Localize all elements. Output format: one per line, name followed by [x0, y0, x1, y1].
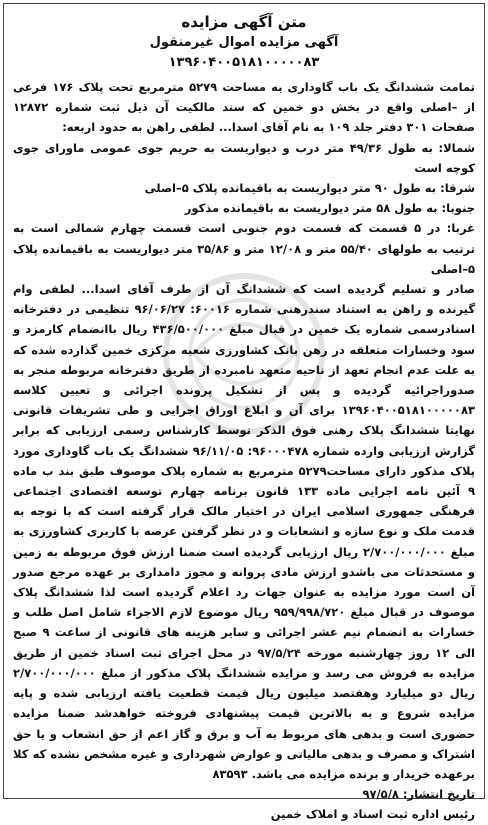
paragraph-property-description: تمامت ششدانگ یک باب گاوداری به مساحت ۵۲۷۹ مترمربع تحت پلاک ۱۷۶ فرعی از –اصلی واقع در بخش دو خمین که سند مالکیت آن ذیل ثبت شماره ۱۲۸۷۲ صفحات ۳۰۱ دفتر جلد ۱۰۹ به نام آقای اسدا... لطفی راهن به حدود اربعه: — [13, 80, 475, 135]
paragraph-west-boundary: غربا: در ۵ قسمت که قسمت دوم جنوبی است قسمت چهارم شمالی است به ترتیب به طولهای ۵۵/۴۰ متر و ۱۲/۰۸ متر و ۳۵/۸۶ متر دیواریست به باقیمانده پلاک ۵–اصلی — [13, 221, 475, 276]
notice-footer — [13, 784, 475, 824]
notice-frame — [3, 3, 485, 822]
signature: رئیس اداره ثبت اسناد و املاک خمین — [270, 807, 475, 822]
notice-subtitle: آگهی مزایده اموال غیرمنقول — [149, 35, 339, 50]
notice-body — [13, 77, 475, 784]
notice-title: متن آگهی مزایده — [181, 13, 307, 31]
publish-date: تاریخ انتشار: ۹۷/۵/۸ — [362, 787, 475, 802]
notice-header — [13, 12, 475, 73]
paragraph-south-boundary: جنوبا: به طول ۵۸ متر دیواریست به باقیمانده مذکور — [184, 201, 475, 216]
paragraph-auction-details: صادر و تسلیم گردیده است که ششدانگ آن از طرف آقای اسدا... لطفی وام گیرنده و راهن به استناد سندرهنی شماره ۶۰۰۱۶: ۹۶/۰۶/۲۷ تنظیمی در دفترخانه اسنادرسمی شماره یک خمین در قبال مبلغ ۴۳۶/۵۰۰/۰۰۰ ریال باانضمام کارمزد و سود وخسارات متعلقه در رهن بانک کشاورزی شعبه مرکزی خمین گذارده شده که به علت عدم انجام تعهد از ناحیه متعهد نامبرده از طریق دفترخانه مربوطه منجر به صدوراجرائیه گردیده و پس از تشکیل پرونده اجرائی و تعیین کلاسه ۱۳۹۶۰۴۰۰۵۱۸۱۰۰۰۰۰۸۳ برای آن و ابلاغ اوراق اجرایی و طی تشریفات قانونی نهایتا ششدانگ پلاک رهنی فوق الذکر توسط کارشناس رسمی ارزیابی که برابر گزارش ارزیابی وارده شماره ۹۶۰۰۰۴۷۸: ۹۶/۱۱/۰۵ ششدانگ یک باب گاوداری مورد پلاک مذکور دارای مساحت۵۲۷۹ مترمربع به شماره پلاک موصوف طبق بند ب ماده ۹ آئین نامه اجرایی ماده ۱۳۳ قانون برنامه چهارم توسعه اقتصادی اجتماعی فرهنگی جمهوری اسلامی ایران در اختیار مالک قرار گرفته است که با توجه به قدمت ملک و نوع سازه و انشعابات و در نظر گرفتن عرصه با کاربری کشاورزی به مبلغ ۲/۷۰۰/۰۰۰/۰۰۰ ریال ارزیابی گردیده است ضمنا ارزش فوق مربوطه به زمین و مستحدثات می باشدو ارزش مادی پروانه و مجوز دامداری بر عهده مرجع صدور آن است مورد مزایده به عنوان جهات رد اعلام گردیده است لذا ششدانگ پلاک موصوف در قبال مبلغ ۹۵۹/۹۹۸/۷۲۰ ریال موضوع لازم الاجراء شامل اصل طلب و خسارات به انضمام نیم عشر اجرائی و سایر هزینه های قانونی از ساعت ۹ صبح الی ۱۲ روز چهارشنبه مورخه ۹۷/۵/۲۴ در محل اجرای ثبت اسناد خمین از طریق مزایده به فروش می رسد و مزایده ششدانگ پلاک مذکور از مبلغ ۲/۷۰۰/۰۰۰/۰۰۰ ریال دو میلیارد وهفتصد میلیون ریال قیمت قطعیت یافته ارزیابی شده و پایه مزایده شروع و به بالاترین قیمت پیشنهادی فروخته خواهدشد ضمنا مزایده حضوری است و بدهی های مربوط به آب و برق و گاز اعم از حق انشعاب و یا حق اشتراک و مصرف و بدهی مالیاتی و عوارض شهرداری و غیره مشخص نشده که کلا برعهده خریدار و برنده مزایده می باشد. ۸۳۵۹۳ — [13, 282, 476, 781]
reference-number: ۱۳۹۶۰۴۰۰۵۱۸۱۰۰۰۰۰۸۳ — [168, 55, 320, 70]
paragraph-east-boundary: شرقا: به طول ۹۰ متر دیواریست به باقیمانده پلاک ۵–اصلی — [144, 181, 475, 196]
paragraph-north-boundary: شمالا: به طول ۴۹/۳۶ متر درب و دیواریست به حریم جوی عمومی ماورای جوی کوچه است — [13, 140, 475, 175]
